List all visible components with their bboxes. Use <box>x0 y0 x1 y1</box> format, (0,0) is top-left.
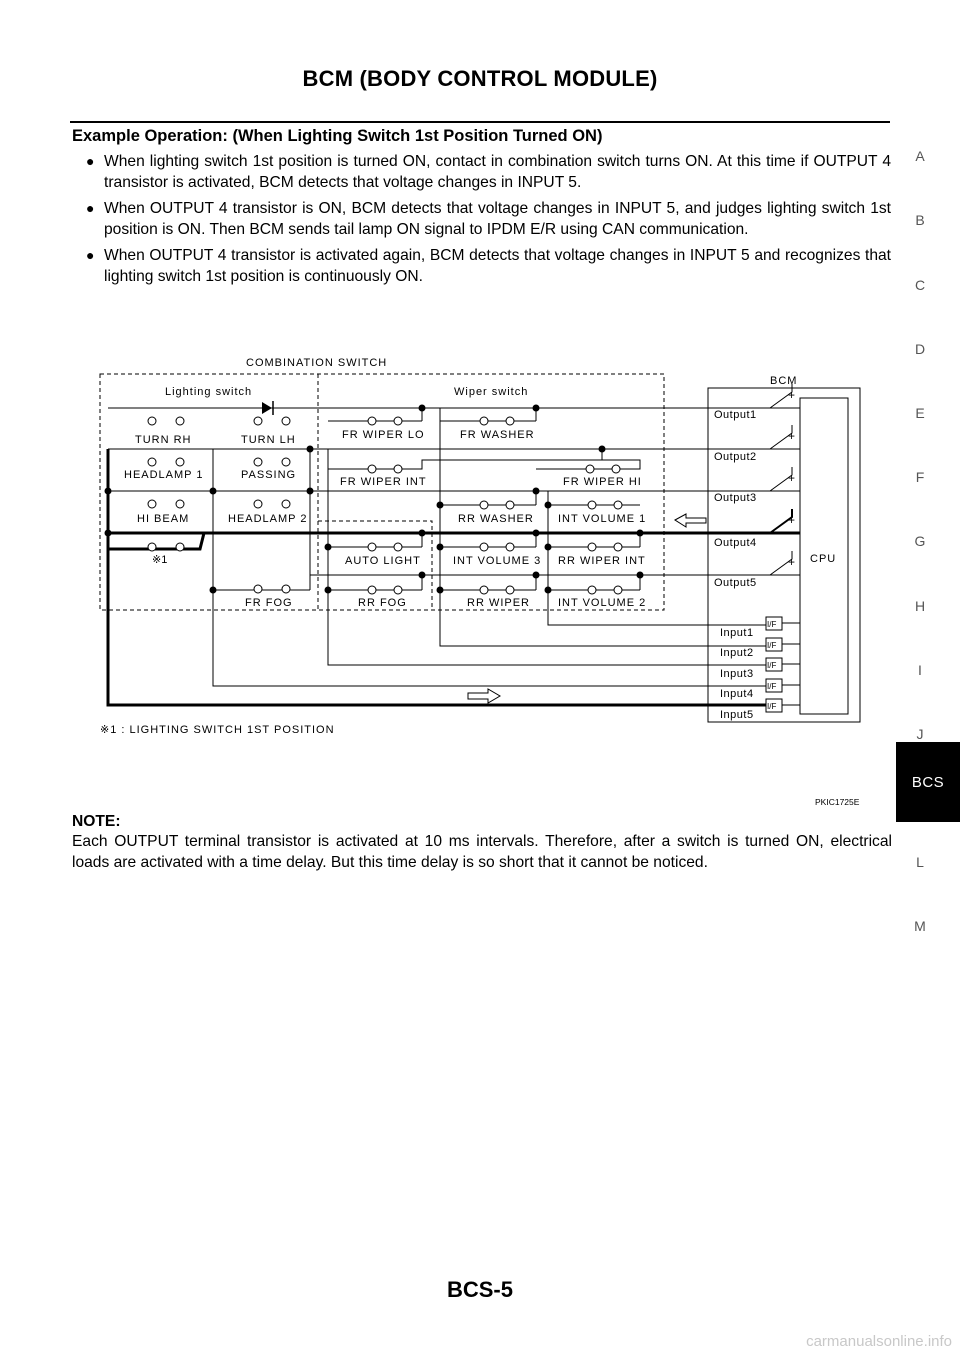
bullet-item <box>86 198 891 240</box>
index-letter-c[interactable]: C <box>914 277 926 293</box>
index-letter-j[interactable]: J <box>916 726 924 742</box>
if-label: I/F <box>767 682 777 691</box>
index-letter-h[interactable]: H <box>914 598 926 614</box>
active-section-tab[interactable]: BCS <box>896 742 960 822</box>
input5-line <box>108 449 766 705</box>
wiper-switch-label: Wiper switch <box>454 386 529 398</box>
diode-icon <box>262 402 272 414</box>
bullet-text: When OUTPUT 4 transistor is ON, BCM detects that voltage changes in INPUT 5, and judges lighting switch 1st position is ON. Then BCM sends tail lamp ON signal to IPDM E/R using CAN communication. <box>104 200 891 238</box>
note-text: Each OUTPUT terminal transistor is activated at 10 ms intervals. Therefore, after a switch is turned ON, electrical loads are activated with a time delay. But this time delay is so short that it cannot be noticed. <box>72 833 892 871</box>
bullet-glyph: ● <box>86 247 95 263</box>
if-label: I/F <box>767 702 777 711</box>
switch-label-fr-fog: FR FOG <box>245 597 293 609</box>
input1-label: Input1 <box>720 627 754 639</box>
index-letter-i[interactable]: I <box>918 662 922 678</box>
plus-sign: + <box>788 429 796 443</box>
output2-label: Output2 <box>714 451 757 463</box>
switch-label-fr-wiper-hi: FR WIPER HI <box>563 476 642 488</box>
index-letter-d[interactable]: D <box>914 341 926 357</box>
index-letter-m[interactable]: M <box>914 918 926 934</box>
plus-sign: + <box>788 471 796 485</box>
signal-arrow-right-icon <box>468 689 500 703</box>
bcm-label: BCM <box>770 375 798 387</box>
switch-label-turn-rh: TURN RH <box>135 434 192 446</box>
switch-label-rr-wiper: RR WIPER <box>467 597 530 609</box>
plus-sign: + <box>788 388 796 402</box>
if-label: I/F <box>767 661 777 670</box>
figure-code: PKIC1725E <box>815 797 860 807</box>
plus-sign: + <box>788 513 796 527</box>
output3-label: Output3 <box>714 492 757 504</box>
switch-label-headlamp1: HEADLAMP 1 <box>124 469 204 481</box>
input5-label: Input5 <box>720 709 754 721</box>
switch-label-int-volume3: INT VOLUME 3 <box>453 555 542 567</box>
title-rule <box>70 121 890 123</box>
index-letter-b[interactable]: B <box>915 212 925 228</box>
input3-label: Input3 <box>720 668 754 680</box>
output5-label: Output5 <box>714 577 757 589</box>
section-heading: Example Operation: (When Lighting Switch 1st Position Turned ON) <box>72 127 603 145</box>
if-label: I/F <box>767 641 777 650</box>
switch-label-passing: PASSING <box>241 469 297 481</box>
switch-label-int-volume2: INT VOLUME 2 <box>558 597 647 609</box>
switch-label-int-volume1: INT VOLUME 1 <box>558 513 647 525</box>
switch-label-rr-washer: RR WASHER <box>458 513 534 525</box>
switch-label-auto-light: AUTO LIGHT <box>345 555 421 567</box>
index-letter-e[interactable]: E <box>915 405 925 421</box>
switch-label-fr-wiper-int: FR WIPER INT <box>340 476 427 488</box>
note-label: NOTE: <box>72 813 121 830</box>
output4-label: Output4 <box>714 537 757 549</box>
cpu-label: CPU <box>810 553 837 565</box>
bullet-text: When OUTPUT 4 transistor is activated again, BCM detects that voltage changes in INPUT 5 and recognizes that lighting switch 1st position is continuously ON. <box>104 247 891 285</box>
switch-label-headlamp2: HEADLAMP 2 <box>228 513 308 525</box>
switch-label-rr-wiper-int: RR WIPER INT <box>558 555 646 567</box>
bullet-list <box>86 151 891 292</box>
index-letter-f[interactable]: F <box>915 469 925 485</box>
switch-label-rr-fog: RR FOG <box>358 597 407 609</box>
bcm-switch-diagram <box>70 345 870 795</box>
switch-label-fr-wiper-lo: FR WIPER LO <box>342 429 425 441</box>
switch-label-hi-beam: HI BEAM <box>137 513 190 525</box>
plus-sign: + <box>788 555 796 569</box>
page-number: BCS-5 <box>446 1277 513 1302</box>
bullet-glyph: ● <box>86 153 95 169</box>
bullet-item <box>86 245 891 287</box>
footnote: ※1 : LIGHTING SWITCH 1ST POSITION <box>100 724 335 736</box>
bullet-glyph: ● <box>86 200 95 216</box>
bullet-text: When lighting switch 1st position is turned ON, contact in combination switch turns ON. At this time if OUTPUT 4 transistor is activated, BCM detects that voltage changes in INPUT 5. <box>104 153 891 191</box>
switch-label-first-position: ※1 <box>152 554 168 566</box>
input2-label: Input2 <box>720 647 754 659</box>
input4-label: Input4 <box>720 688 754 700</box>
bullet-item <box>86 151 891 193</box>
if-label: I/F <box>767 620 777 629</box>
index-letter-g[interactable]: G <box>914 533 926 549</box>
switch-label-fr-washer: FR WASHER <box>460 429 535 441</box>
lighting-switch-label: Lighting switch <box>165 386 253 398</box>
signal-arrow-left-icon <box>675 514 706 527</box>
output1-label: Output1 <box>714 409 757 421</box>
combination-switch-label: COMBINATION SWITCH <box>246 357 388 369</box>
input4-line <box>213 449 766 686</box>
page-title: BCM (BODY CONTROL MODULE) <box>302 66 658 91</box>
footer-watermark[interactable]: carmanualsonline.info <box>806 1333 952 1350</box>
switch-label-turn-lh: TURN LH <box>241 434 296 446</box>
index-letter-a[interactable]: A <box>915 148 925 164</box>
index-letter-l[interactable]: L <box>916 854 924 870</box>
